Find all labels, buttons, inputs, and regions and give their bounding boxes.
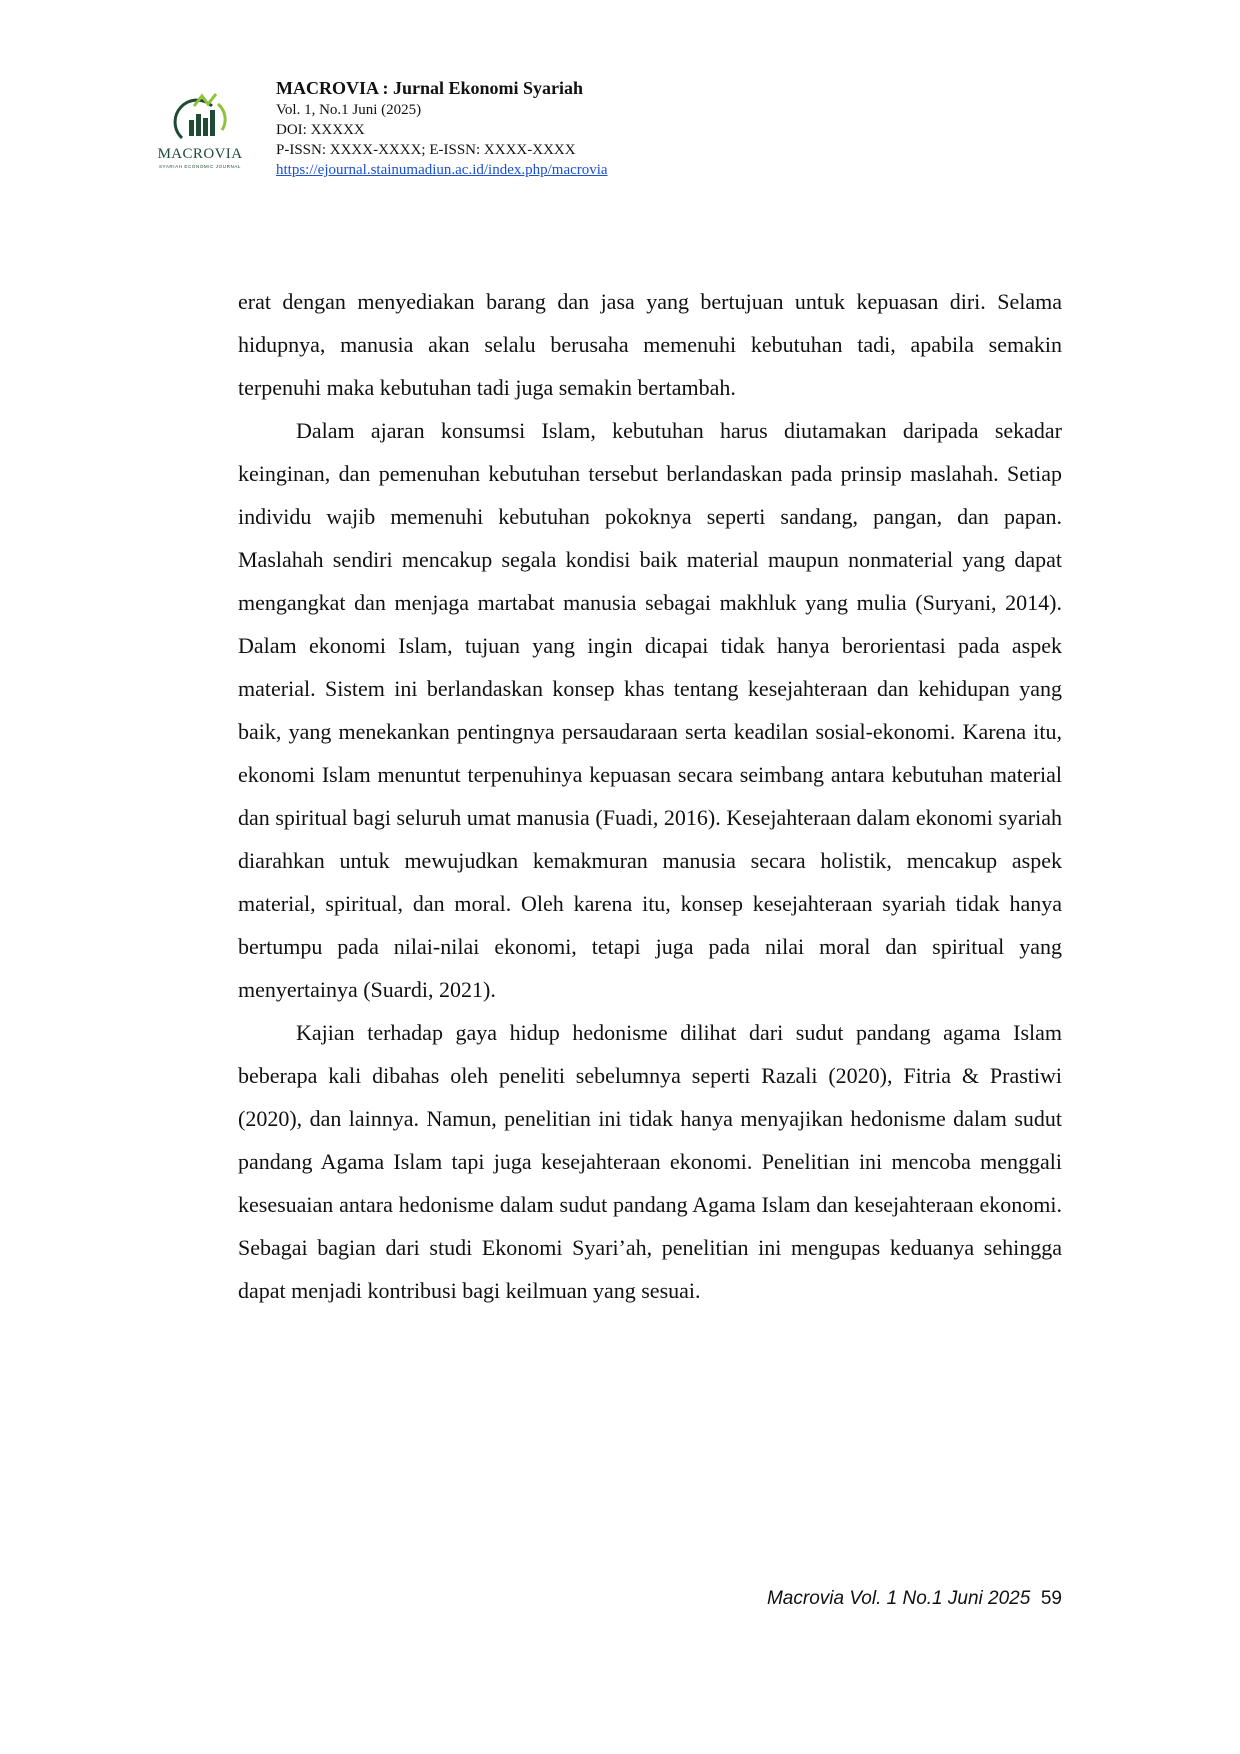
journal-url-link[interactable]: https://ejournal.stainumadiun.ac.id/index.php/macrovia — [276, 162, 608, 178]
journal-title: MACROVIA : Jurnal Ekonomi Syariah — [276, 78, 584, 98]
journal-header — [150, 70, 1050, 200]
journal-logo — [150, 90, 250, 180]
page-number: 59 — [1040, 1588, 1062, 1609]
logo-tagline: SYARIAH ECONOMIC JOURNAL — [158, 164, 242, 169]
article-body — [238, 280, 1062, 1312]
body-paragraph: Kajian terhadap gaya hidup hedonisme dilihat dari sudut pandang agama Islam beberapa kali dibahas oleh peneliti sebelumnya seperti Razali (2020), Fitria & Prastiwi (2020), dan lainnya. Namun, penelitian ini tidak hanya menyajikan hedonisme dalam sudut pandang Agama Islam tapi juga kesejahteraan ekonomi. Penelitian ini mencoba menggali kesesuaian antara hedonisme dalam sudut pandang Agama Islam dan kesejahteraan ekonomi. Sebagai bagian dari studi Ekonomi Syari’ah, penelitian ini mengupas keduanya sehingga dapat menjadi kontribusi bagi keilmuan yang sesuai. — [238, 1020, 1062, 1303]
body-paragraph: erat dengan menyediakan barang dan jasa yang bertujuan untuk kepuasan diri. Selama hidupnya, manusia akan selalu berusaha memenuhi kebutuhan tadi, apabila semakin terpenuhi maka kebutuhan tadi juga semakin bertambah. — [238, 289, 1062, 400]
journal-doi: DOI: XXXXX — [276, 122, 365, 138]
journal-meta — [276, 76, 608, 180]
running-title: Macrovia Vol. 1 No.1 Juni 2025 — [766, 1588, 1031, 1609]
macrovia-emblem-icon — [150, 90, 250, 146]
journal-issn: P-ISSN: XXXX-XXXX; E-ISSN: XXXX-XXXX — [276, 142, 576, 158]
logo-wordmark: MACROVIA — [157, 146, 243, 162]
journal-volume: Vol. 1, No.1 Juni (2025) — [276, 102, 422, 118]
page-footer — [600, 1588, 1062, 1610]
body-paragraph: Dalam ajaran konsumsi Islam, kebutuhan harus diutamakan daripada sekadar keinginan, dan pemenuhan kebutuhan tersebut berlandaskan pada prinsip maslahah. Setiap individu wajib memenuhi kebutuhan pokoknya seperti sandang, pangan, dan papan. Maslahah sendiri mencakup segala kondisi baik material maupun nonmaterial yang dapat mengangkat dan menjaga martabat manusia sebagai makhluk yang mulia (Suryani, 2014). Dalam ekonomi Islam, tujuan yang ingin dicapai tidak hanya berorientasi pada aspek material. Sistem ini berlandaskan konsep khas tentang kesejahteraan dan kehidupan yang baik, yang menekankan pentingnya persaudaraan serta keadilan sosial-ekonomi. Karena itu, ekonomi Islam menuntut terpenuhinya kepuasan secara seimbang antara kebutuhan material dan spiritual bagi seluruh umat manusia (Fuadi, 2016). Kesejahteraan dalam ekonomi syariah diarahkan untuk mewujudkan kemakmuran manusia secara holistik, mencakup aspek material, spiritual, dan moral. Oleh karena itu, konsep kesejahteraan syariah tidak hanya bertumpu pada nilai-nilai ekonomi, tetapi juga pada nilai moral dan spiritual yang menyertainya (Suardi, 2021). — [238, 418, 1062, 1002]
